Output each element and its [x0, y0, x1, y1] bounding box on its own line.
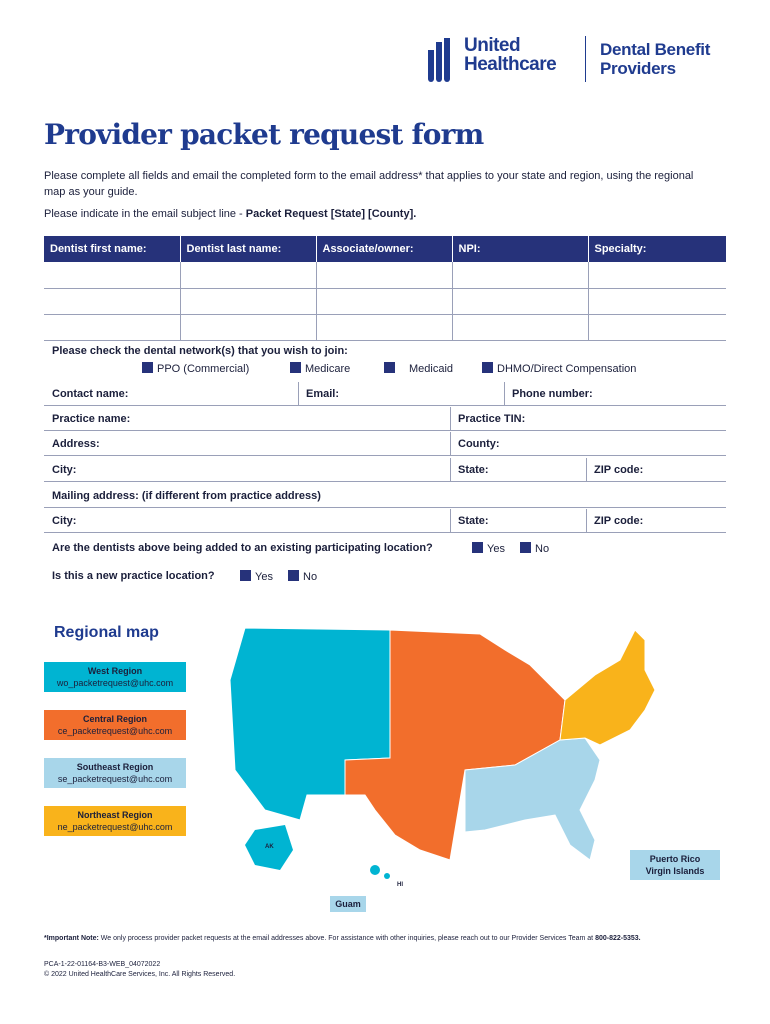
mailing-state-field[interactable]: State:	[458, 515, 489, 527]
contact-name-field[interactable]: Contact name:	[52, 388, 129, 400]
dentist-table-header: Specialty:	[588, 236, 726, 262]
new-no-option[interactable]: No	[288, 570, 317, 583]
state-field[interactable]: State:	[458, 464, 489, 476]
email-field[interactable]: Email:	[306, 388, 340, 400]
city-row	[44, 458, 726, 482]
city-field[interactable]: City:	[52, 464, 77, 476]
city2-row	[44, 509, 726, 533]
dentist-table-cell[interactable]	[44, 288, 180, 314]
region-name: Northeast Region	[77, 810, 153, 820]
networks-label: Please check the dental network(s) that you wish to join:	[52, 345, 348, 357]
mailing-address-field[interactable]: Mailing address: (if different from practice address)	[52, 490, 321, 502]
dentist-table-cell[interactable]	[180, 288, 316, 314]
region-email[interactable]: ce_packetrequest@uhc.com	[57, 726, 173, 736]
product-name: Dental Benefit Providers	[600, 40, 711, 78]
dentist-table-cell[interactable]	[452, 262, 588, 288]
checkbox-icon[interactable]	[240, 570, 251, 581]
phone-field[interactable]: Phone number:	[512, 388, 593, 400]
existing-no-option[interactable]: No	[520, 542, 549, 555]
hawaii-shape	[370, 865, 380, 875]
dentist-table-cell[interactable]	[588, 314, 726, 340]
table-row	[44, 314, 726, 340]
dentist-table-cell[interactable]	[316, 288, 452, 314]
dentist-table-cell[interactable]	[316, 262, 452, 288]
practice-name-field[interactable]: Practice name:	[52, 413, 131, 425]
dentist-table-cell[interactable]	[316, 314, 452, 340]
dentist-table-header: Dentist first name:	[44, 236, 180, 262]
table-row	[44, 262, 726, 288]
subject-instruction: Please indicate in the email subject line - Packet Request [State] [County].	[44, 208, 417, 220]
dentist-table-cell[interactable]	[452, 314, 588, 340]
checkbox-icon[interactable]	[472, 542, 483, 553]
practice-row	[44, 407, 726, 431]
checkbox-icon[interactable]	[142, 362, 153, 373]
mailing-city-field[interactable]: City:	[52, 515, 77, 527]
territories-box: Puerto Rico Virgin Islands	[630, 850, 720, 880]
checkbox-icon[interactable]	[482, 362, 493, 373]
region-email[interactable]: wo_packetrequest@uhc.com	[56, 678, 174, 688]
checkbox-icon[interactable]	[384, 362, 395, 373]
checkbox-icon[interactable]	[290, 362, 301, 373]
new-location-question: Is this a new practice location?	[52, 570, 215, 582]
network-medicare-option[interactable]: Medicare	[290, 362, 350, 375]
address-field[interactable]: Address:	[52, 438, 100, 450]
dentist-table-cell[interactable]	[44, 262, 180, 288]
brand-name: United Healthcare	[464, 35, 557, 75]
dentist-table-cell[interactable]	[180, 314, 316, 340]
zip-field[interactable]: ZIP code:	[594, 464, 644, 476]
mailing-zip-field[interactable]: ZIP code:	[594, 515, 644, 527]
mailing-row	[44, 484, 726, 508]
page-title: Provider packet request form	[44, 118, 484, 151]
region-name: Central Region	[82, 714, 147, 724]
dentist-table-header: Associate/owner:	[316, 236, 452, 262]
uhc-u-mark-icon	[428, 38, 456, 82]
important-note: *Important Note: We only process provider packet requests at the email addresses above. For assistance with other inquiries, please reach out to our Provider Services Team at 800-822-5353.	[44, 935, 641, 942]
address-row	[44, 432, 726, 456]
legal-text: PCA-1-22-01164-B3-WEB_04072022 © 2022 United HealthCare Services, Inc. All Rights Reserved.	[44, 961, 236, 978]
uhc-logo	[428, 36, 738, 86]
network-dhmo-option[interactable]: DHMO/Direct Compensation	[482, 362, 636, 375]
existing-location-question: Are the dentists above being added to an existing participating location?	[52, 542, 433, 554]
network-ppo-option[interactable]: PPO (Commercial)	[142, 362, 249, 375]
dentist-table-cell[interactable]	[588, 262, 726, 288]
checkbox-icon[interactable]	[520, 542, 531, 553]
network-medicaid-option[interactable]: Medicaid	[384, 362, 453, 375]
dentist-table-header: NPI:	[452, 236, 588, 262]
region-email[interactable]: ne_packetrequest@uhc.com	[57, 822, 173, 832]
northeast-region-shape	[560, 630, 655, 745]
checkbox-icon[interactable]	[288, 570, 299, 581]
existing-yes-option[interactable]: Yes	[472, 542, 505, 555]
region-name: West Region	[87, 666, 143, 676]
hawaii-label: HI	[397, 882, 403, 888]
region-name: Southeast Region	[76, 762, 154, 772]
dentist-table-cell[interactable]	[180, 262, 316, 288]
dentist-table-header: Dentist last name:	[180, 236, 316, 262]
county-field[interactable]: County:	[458, 438, 500, 450]
region-legend-box	[44, 758, 186, 788]
dentist-table-cell[interactable]	[452, 288, 588, 314]
new-yes-option[interactable]: Yes	[240, 570, 273, 583]
region-email[interactable]: se_packetrequest@uhc.com	[57, 774, 173, 784]
region-legend-box	[44, 662, 186, 692]
logo-divider	[585, 36, 586, 82]
contact-row	[44, 382, 726, 406]
map-title: Regional map	[54, 624, 159, 641]
dentist-table	[44, 236, 726, 341]
guam-box: Guam	[330, 896, 366, 912]
alaska-label: AK	[265, 844, 274, 850]
table-row	[44, 288, 726, 314]
region-legend-box	[44, 806, 186, 836]
intro-text: Please complete all fields and email the completed form to the email address* that applies to your state and region, using the regional map as your guide.	[44, 170, 694, 198]
practice-tin-field[interactable]: Practice TIN:	[458, 413, 526, 425]
dentist-table-cell[interactable]	[588, 288, 726, 314]
dentist-table-cell[interactable]	[44, 314, 180, 340]
region-legend-box	[44, 710, 186, 740]
